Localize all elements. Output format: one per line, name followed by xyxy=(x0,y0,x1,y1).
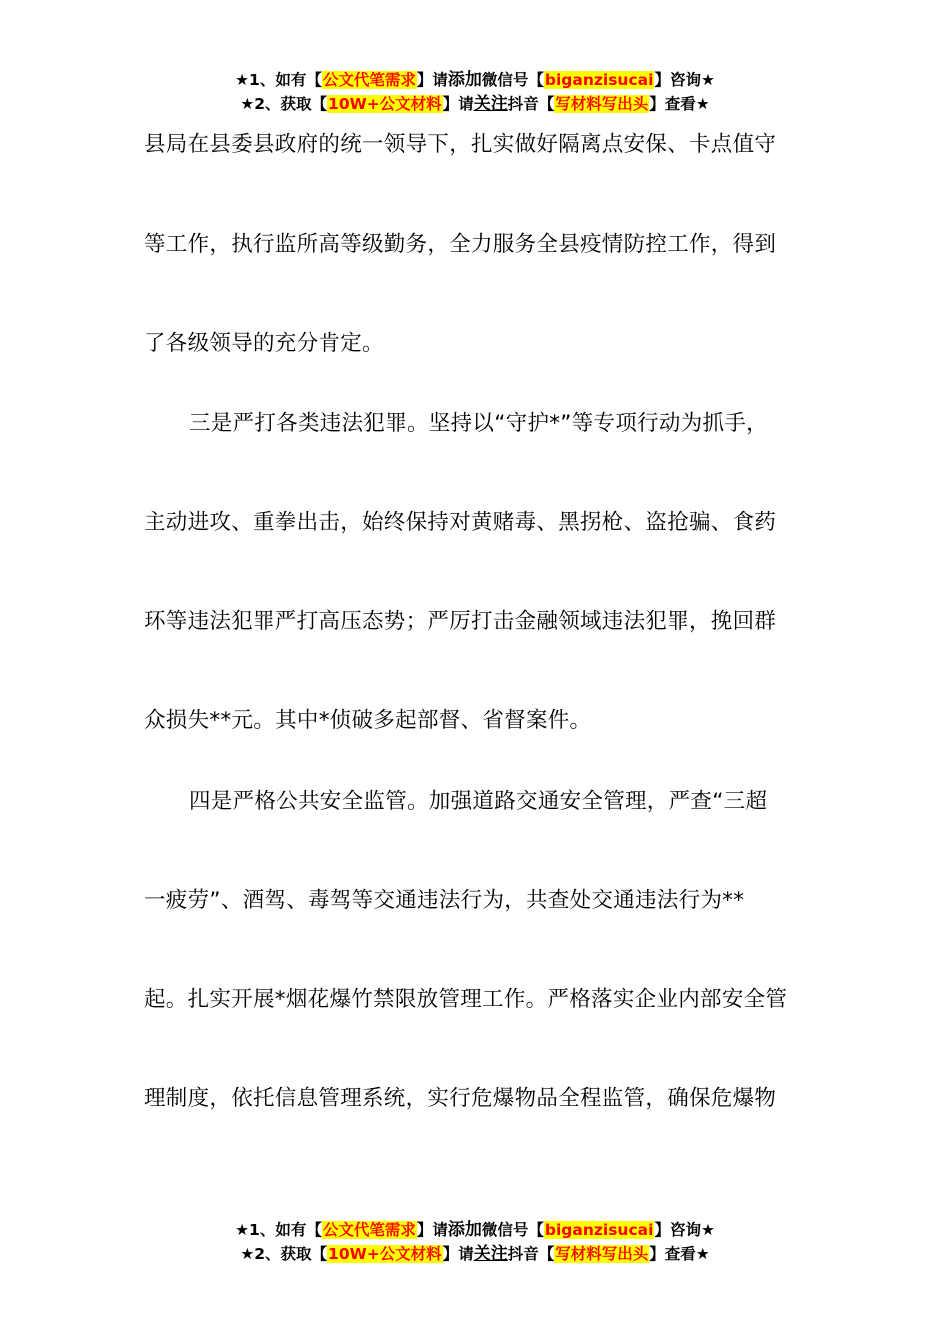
top-banner xyxy=(0,68,950,116)
highlight-materials: 10W+公文材料 xyxy=(328,1245,442,1263)
highlight-materials: 10W+公文材料 xyxy=(328,95,442,113)
banner-line-1: ★1、如有【公文代笔需求】请添加微信号【biganzisucai】咨询★ xyxy=(235,1220,715,1240)
highlight-service: 公文代笔需求 xyxy=(322,1221,416,1239)
highlight-douyin: 写材料写出头 xyxy=(555,1245,649,1263)
banner-line-2: ★2、获取【10W+公文材料】请关注抖音【写材料写出头】查看★ xyxy=(240,94,710,114)
highlight-wechat-id: biganzisucai xyxy=(544,1221,654,1239)
highlight-douyin: 写材料写出头 xyxy=(555,95,649,113)
highlight-wechat-id: biganzisucai xyxy=(544,71,654,89)
highlight-service: 公文代笔需求 xyxy=(322,71,416,89)
banner-line-2: ★2、获取【10W+公文材料】请关注抖音【写材料写出头】查看★ xyxy=(240,1244,710,1264)
bottom-banner xyxy=(0,1218,950,1266)
banner-line-1: ★1、如有【公文代笔需求】请添加微信号【biganzisucai】咨询★ xyxy=(235,70,715,90)
